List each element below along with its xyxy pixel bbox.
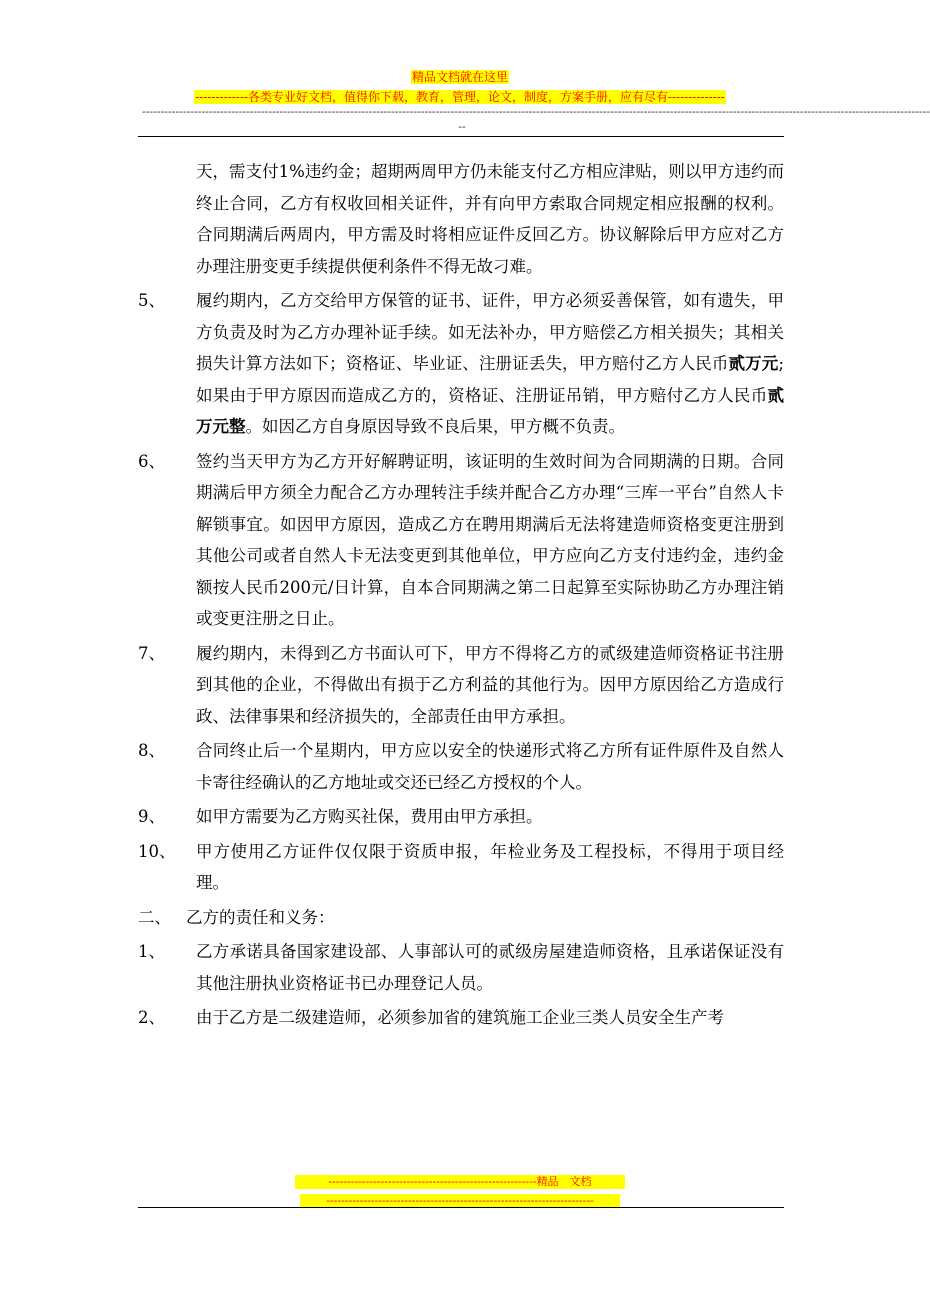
section-title: 乙方的责任和义务： bbox=[186, 907, 335, 927]
clause-number: 10、 bbox=[138, 841, 176, 861]
clause-text: 甲方使用乙方证件仅仅限于资质申报，年检业务及工程投标，不得用于项目经理。 bbox=[196, 841, 784, 892]
clause-number: 5、 bbox=[138, 291, 165, 310]
amount-bold: 贰万元整 bbox=[196, 385, 784, 436]
footer-banner bbox=[0, 1170, 920, 1208]
clause-number: 7、 bbox=[138, 643, 165, 663]
header-dash-line: -------------------------------------------------------------------------------------------------------------------------------------------------------------------------------------------------------------------- bbox=[142, 105, 930, 118]
amount-bold: 贰万元 bbox=[728, 354, 779, 373]
clause-number: 1、 bbox=[138, 942, 165, 961]
clause-number: 6、 bbox=[138, 451, 165, 471]
clause-text: 如甲方需要为乙方购买社保，费用由甲方承担。 bbox=[196, 807, 543, 826]
header-banner-title: 精品文档就在这里 bbox=[411, 70, 508, 84]
header-dash-tail: -- bbox=[458, 120, 466, 133]
clause-b2 bbox=[138, 1002, 784, 1034]
clause-10 bbox=[138, 836, 784, 899]
document-body bbox=[138, 156, 784, 1037]
clause-9 bbox=[138, 801, 784, 833]
header-rule bbox=[138, 136, 784, 137]
clause-number: 8、 bbox=[138, 741, 165, 760]
clause-b1 bbox=[138, 936, 784, 999]
footer-line-1: --------------------------------------------------------精品 文档 bbox=[295, 1175, 625, 1189]
clause-7 bbox=[138, 638, 784, 733]
clause-text: 由于乙方是二级建造师，必须参加省的建筑施工企业三类人员安全生产考 bbox=[196, 1008, 724, 1027]
footer-rule bbox=[138, 1207, 784, 1208]
clause-number: 2、 bbox=[138, 1008, 165, 1027]
clause-text: 乙方承诺具备国家建设部、人事部认可的贰级房屋建造师资格，且承诺保证没有其他注册执业资格证书已办理登记人员。 bbox=[196, 942, 784, 993]
clause-6 bbox=[138, 446, 784, 635]
clause-8 bbox=[138, 735, 784, 798]
paragraph-continuation bbox=[138, 156, 784, 282]
clause-text: 签约当天甲方为乙方开好解聘证明，该证明的生效时间为合同期满的日期。合同期满后甲方须全力配合乙方办理转注手续并配合乙方办理“三库一平台”自然人卡解锁事宜。如因甲方原因，造成乙方在聘用期满后无法将建造师资格变更注册到其他公司或者自然人卡无法变更到其他单位，甲方应向乙方支付违约金，违约金额按人民币200元/日计算，自本合同期满之第二日起算至实际协助乙方办理注销或变更注册之日止。 bbox=[196, 451, 784, 628]
section-number: 二、 bbox=[138, 907, 171, 927]
paragraph-text: 天，需支付1%违约金；超期两周甲方仍未能支付乙方相应津贴，则以甲方违约而终止合同，乙方有权收回相关证件，并有向甲方索取合同规定相应报酬的权利。合同期满后两周内，甲方需及时将相应证件反回乙方。协议解除后甲方应对乙方办理注册变更手续提供便利条件不得无故刁难。 bbox=[196, 162, 784, 276]
clause-text: 履约期内，未得到乙方书面认可下，甲方不得将乙方的贰级建造师资格证书注册到其他的企业，不得做出有损于乙方利益的其他行为。因甲方原因给乙方造成行政、法律事果和经济损失的，全部责任由甲方承担。 bbox=[196, 643, 784, 726]
clause-5 bbox=[138, 285, 784, 443]
section-heading-2 bbox=[138, 902, 784, 934]
clause-number: 9、 bbox=[138, 807, 165, 826]
header-banner-tagline: -------------各类专业好文档，值得你下载，教育，管理，论文，制度，方案手册，应有尽有-------------- bbox=[195, 90, 725, 104]
clause-text: 履约期内，乙方交给甲方保管的证书、证件，甲方必须妥善保管，如有遗失，甲方负责及时为乙方办理补证手续。如无法补办，甲方赔偿乙方相关损失；其相关损失计算方法如下；资格证、毕业证、注册证丢失，甲方赔付乙方人民币贰万元; 如果由于甲方原因而造成乙方的，资格证、注册证吊销，甲方赔付乙方人民币贰万元整。如因乙方自身原因导致不良后果，甲方概不负责。 bbox=[196, 291, 785, 436]
footer-line-2: ------------------------------------------------------------------------ bbox=[300, 1194, 620, 1208]
clause-text: 合同终止后一个星期内，甲方应以安全的快递形式将乙方所有证件原件及自然人卡寄往经确认的乙方地址或交还已经乙方授权的个人。 bbox=[196, 741, 784, 792]
